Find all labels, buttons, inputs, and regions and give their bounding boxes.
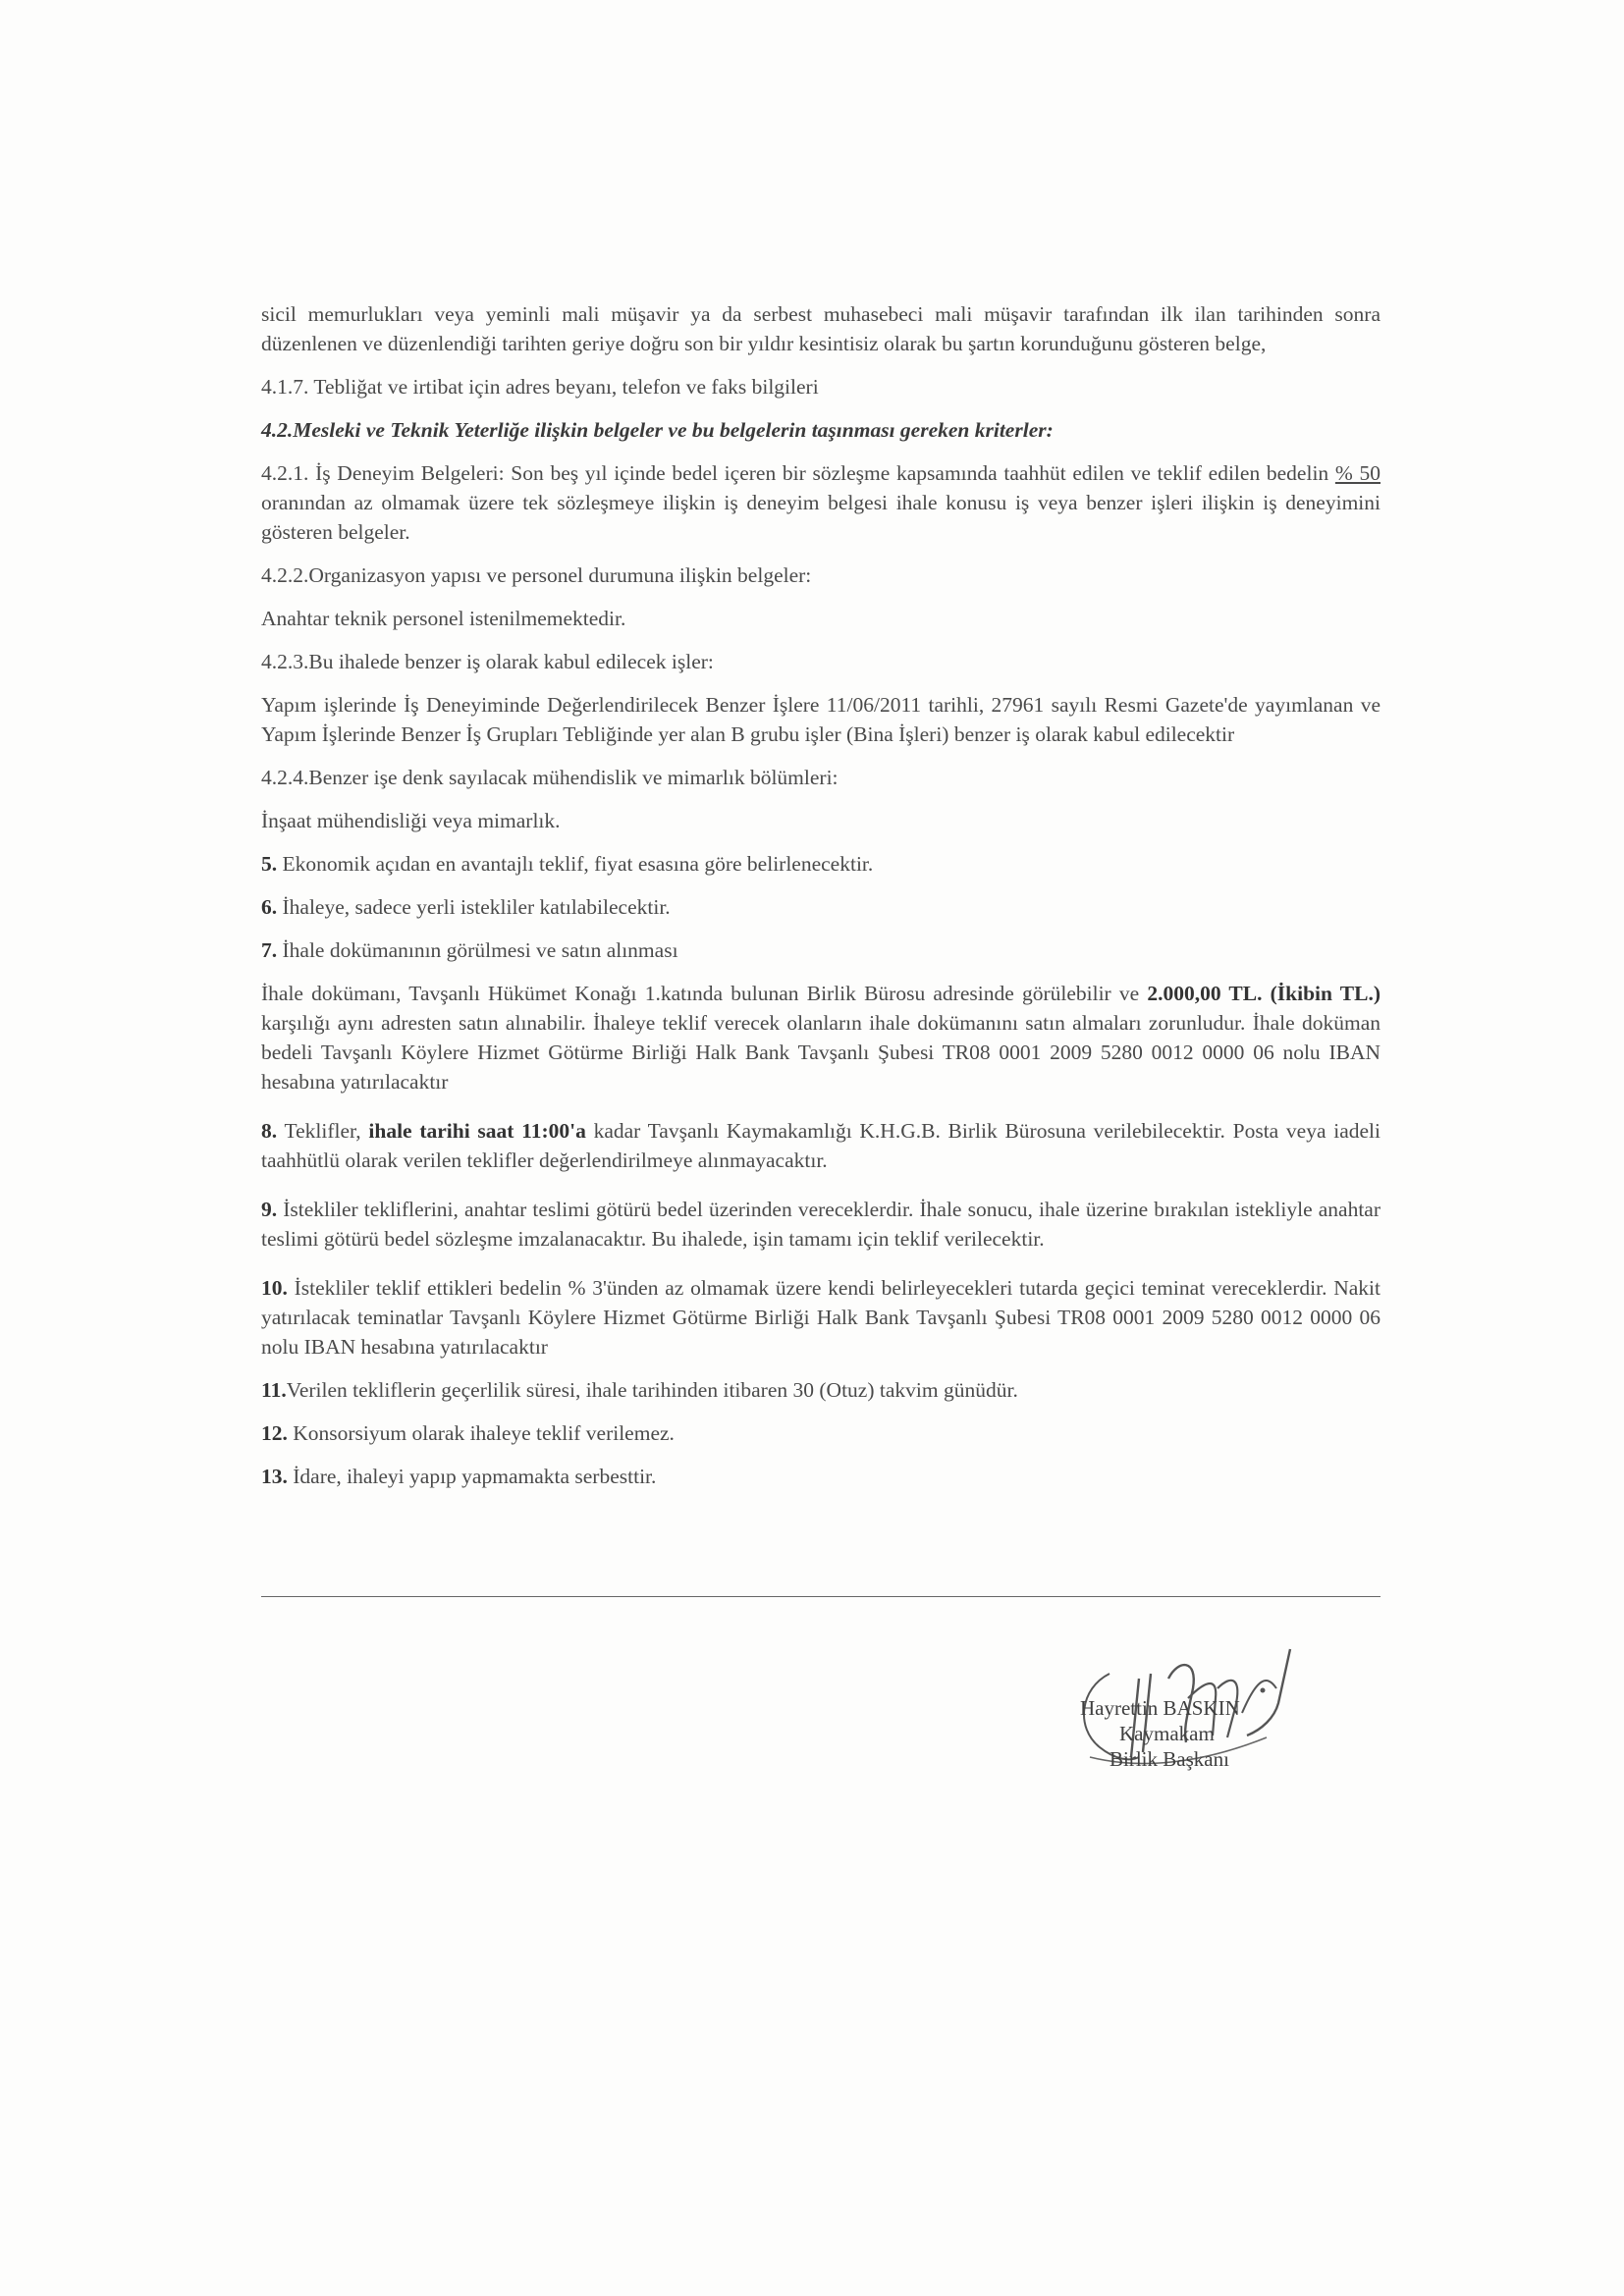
item-5	[261, 849, 1380, 879]
item-9-number: 9.	[261, 1198, 278, 1221]
item-7-paragraph	[261, 979, 1380, 1096]
item-4-2-1-part2: oranından az olmamak üzere tek sözleşmeye ilişkin iş deneyim belgesi ihale konusu iş veya benzer işleri ilişkin iş deneyimini gösteren belgeler.	[261, 491, 1380, 544]
item-10	[261, 1273, 1380, 1362]
item-9-text: İstekliler tekliflerini, anahtar teslimi götürü bedel üzerinden vereceklerdir. İhale sonucu, ihale üzerine bırakılan istekliyle anahtar teslimi götürü bedel sözleşme imzalanacaktır. Bu ihalede, işin tamamı için teklif verilecektir.	[261, 1198, 1380, 1251]
item-8	[261, 1116, 1380, 1175]
item-4-2-4-text: İnşaat mühendisliği veya mimarlık.	[261, 809, 561, 832]
signatory-title: Kaymakam	[1119, 1722, 1215, 1745]
item-4-2-3: 4.2.3.Bu ihalede benzer iş olarak kabul edilecek işler:	[261, 650, 714, 673]
item-9	[261, 1195, 1380, 1254]
document-body	[261, 299, 1380, 1505]
item-7-part1: İhale dokümanı, Tavşanlı Hükümet Konağı 1.katında bulunan Birlik Bürosu adresinde görülebilir ve	[261, 982, 1148, 1005]
item-8-bold: ihale tarihi saat 11:00'a	[368, 1119, 586, 1143]
item-7	[261, 935, 1380, 965]
item-4-2-2: 4.2.2.Organizasyon yapısı ve personel durumuna ilişkin belgeler:	[261, 563, 812, 587]
item-10-text: İstekliler teklif ettikleri bedelin % 3'ünden az olmamak üzere kendi belirleyecekleri tutarda geçici teminat vereceklerdir. Nakit yatırılacak teminatlar Tavşanlı Köylere Hizmet Götürme Birliği Halk Bank Tavşanlı Şubesi TR08 0001 2009 5280 0012 0000 06 nolu IBAN hesabına yatırılacaktır	[261, 1276, 1380, 1359]
signatory-name: Hayrettin BASKIN	[1080, 1696, 1240, 1720]
intro-paragraph: sicil memurlukları veya yeminli mali müşavir ya da serbest muhasebeci mali müşavir tarafından ilk ilan tarihinden sonra düzenlenen ve düzenlendiği tarihten geriye doğru son bir yıldır kesintisiz olarak bu şartın korunduğunu gösteren belge,	[261, 302, 1380, 355]
item-4-2-2-text: Anahtar teknik personel istenilmemektedir.	[261, 607, 626, 630]
item-4-2-1-percent: % 50	[1334, 461, 1381, 485]
item-7-part2: karşılığı aynı adresten satın alınabilir. İhaleye teklif verecek olanların ihale dokümanını satın almaları zorunludur. İhale doküman bedeli Tavşanlı Köylere Hizmet Götürme Birliği Halk Bank Tavşanlı Şubesi TR08 0001 2009 5280 0012 0000 06 nolu IBAN hesabına yatırılacaktır	[261, 1011, 1380, 1094]
item-4-2-1	[261, 458, 1380, 547]
item-5-number: 5.	[261, 852, 278, 876]
item-4-1-7: 4.1.7. Tebliğat ve irtibat için adres beyanı, telefon ve faks bilgileri	[261, 375, 819, 399]
item-7-text: İhale dokümanının görülmesi ve satın alınması	[277, 938, 678, 962]
item-13	[261, 1462, 1380, 1491]
footer-rule	[261, 1596, 1380, 1597]
item-12-number: 12.	[261, 1421, 288, 1445]
item-7-price: 2.000,00 TL. (İkibin TL.)	[1147, 982, 1380, 1005]
item-12-text: Konsorsiyum olarak ihaleye teklif verilemez.	[287, 1421, 675, 1445]
item-8-part1: Teklifler,	[277, 1119, 369, 1143]
signatory-role: Birlik Başkanı	[1110, 1747, 1229, 1771]
item-8-number: 8.	[261, 1119, 278, 1143]
item-8-part2: kadar Tavşanlı Kaymakamlığı K.H.G.B. Birlik Bürosuna verilebilecektir. Posta veya iadeli taahhütlü olarak verilen teklifler değerlendirilmeye alınmayacaktır.	[261, 1119, 1380, 1172]
item-7-number: 7.	[261, 938, 278, 962]
item-4-2-1-part1: 4.2.1. İş Deneyim Belgeleri: Son beş yıl içinde bedel içeren bir sözleşme kapsamında taahhüt edilen ve teklif edilen bedelin	[261, 461, 1335, 485]
item-4-2-3-text: Yapım işlerinde İş Deneyiminde Değerlendirilecek Benzer İşlere 11/06/2011 tarihli, 27961 sayılı Resmi Gazete'de yayımlanan ve Yapım İşlerinde Benzer İş Grupları Tebliğinde yer alan B grubu işler (Bina İşleri) benzer iş olarak kabul edilecektir	[261, 693, 1380, 746]
item-11-number: 11.	[261, 1378, 287, 1402]
heading-4-2: 4.2.Mesleki ve Teknik Yeterliğe ilişkin belgeler ve bu belgelerin taşınması gereken kriterler:	[261, 418, 1054, 442]
item-11	[261, 1375, 1380, 1405]
item-11-text: Verilen tekliflerin geçerlilik süresi, ihale tarihinden itibaren 30 (Otuz) takvim günüdür.	[286, 1378, 1018, 1402]
item-6-text: İhaleye, sadece yerli istekliler katılabilecektir.	[277, 895, 671, 919]
item-6-number: 6.	[261, 895, 278, 919]
item-13-text: İdare, ihaleyi yapıp yapmamakta serbesttir.	[287, 1465, 657, 1488]
item-4-2-4: 4.2.4.Benzer işe denk sayılacak mühendislik ve mimarlık bölümleri:	[261, 766, 839, 789]
item-6	[261, 892, 1380, 922]
item-10-number: 10.	[261, 1276, 288, 1300]
item-13-number: 13.	[261, 1465, 288, 1488]
item-12	[261, 1418, 1380, 1448]
item-5-text: Ekonomik açıdan en avantajlı teklif, fiyat esasına göre belirlenecektir.	[277, 852, 874, 876]
signature-block	[1070, 1620, 1365, 1796]
